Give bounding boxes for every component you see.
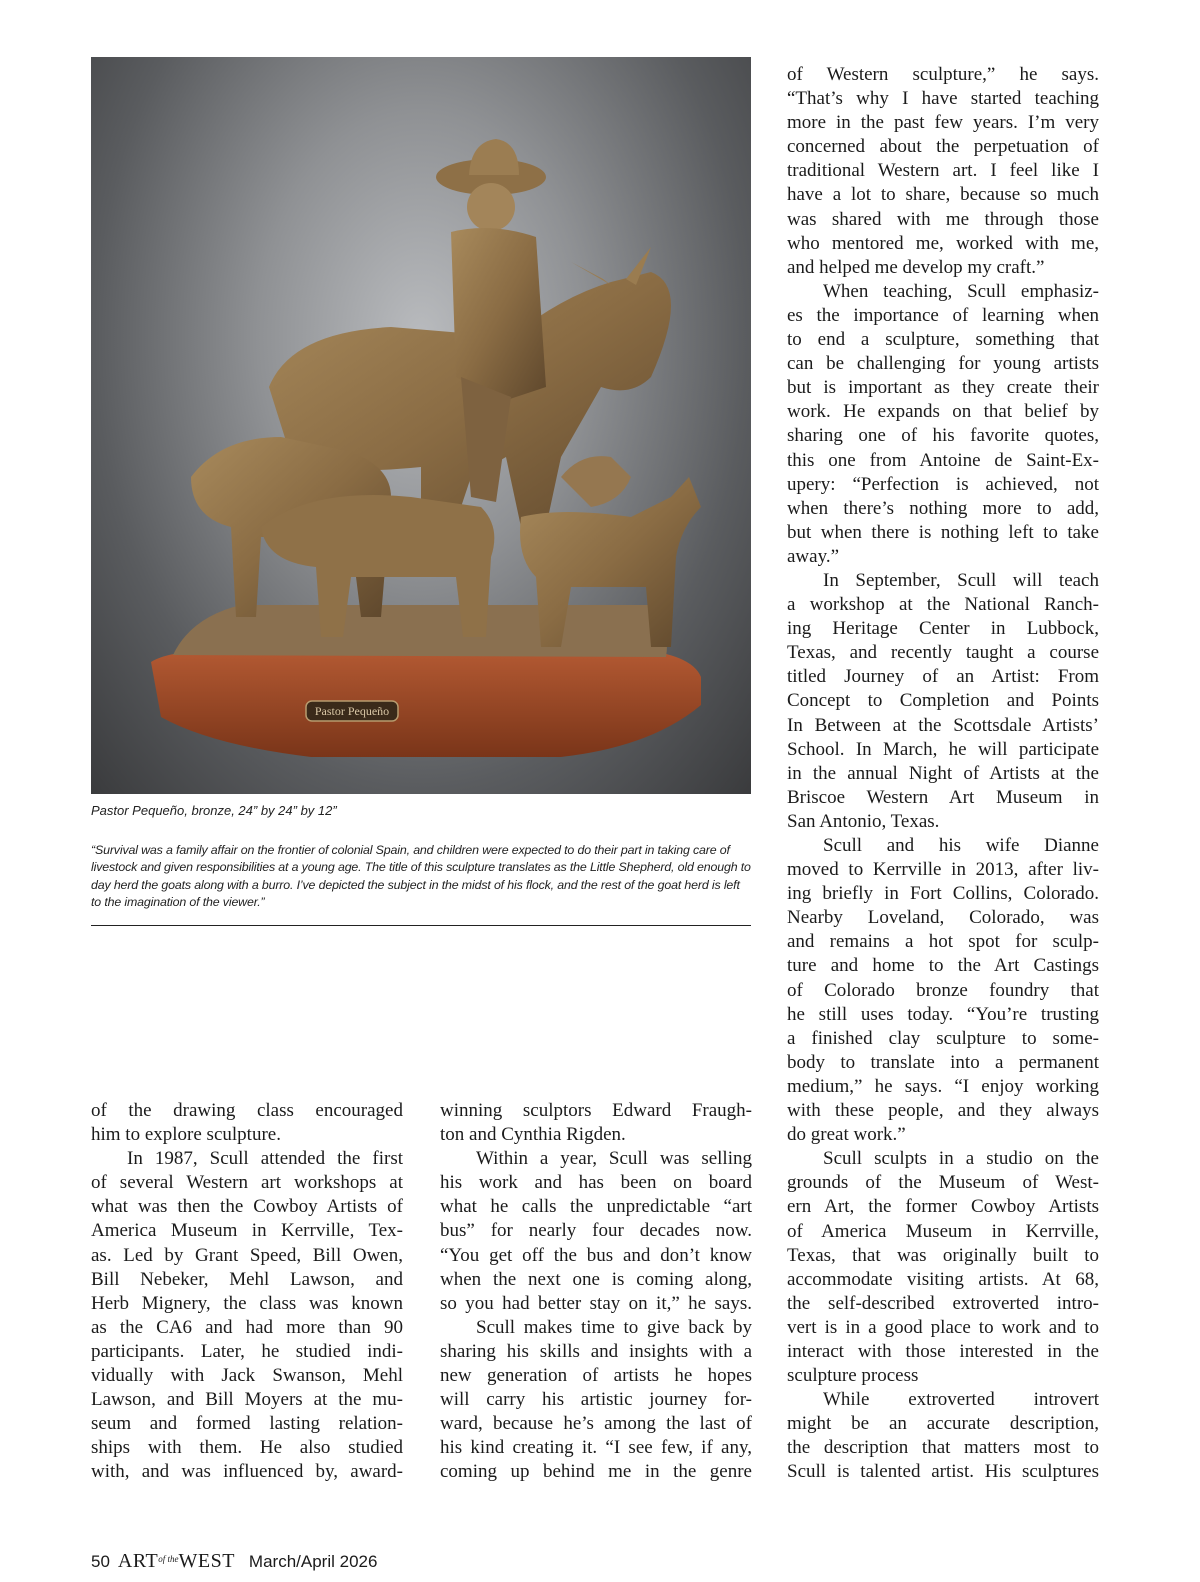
article-line: Scull sculpts in a studio on the	[823, 1148, 1099, 1170]
article-line: in the annual Night of Artists at the	[787, 762, 1099, 784]
article-line: moved to Kerrville in 2013, after liv-	[787, 859, 1099, 881]
article-line: coming up behind me in the genre	[440, 1461, 752, 1483]
article-line: his kind creating it. “I see few, if any,	[440, 1437, 752, 1459]
article-line: Scull is talented artist. His sculptures	[787, 1461, 1099, 1483]
article-line: as the CA6 and had more than 90	[91, 1316, 403, 1338]
article-line: seum and formed lasting relation-	[91, 1413, 403, 1435]
article-line: Herb Mignery, the class was known	[91, 1292, 403, 1314]
article-line: with these people, and they always	[787, 1100, 1099, 1122]
article-line: a workshop at the National Ranch-	[787, 594, 1099, 616]
article-line: have a lot to share, because so much	[787, 184, 1099, 206]
article-line: his work and has been on board	[440, 1172, 752, 1194]
article-line: ing briefly in Fort Collins, Colorado.	[787, 883, 1099, 905]
article-line: medium,” he says. “I enjoy working	[787, 1075, 1099, 1097]
article-line: the description that matters most to	[787, 1437, 1099, 1459]
article-line: work. He expands on that belief by	[787, 401, 1099, 423]
article-line: to end a sculpture, something that	[787, 329, 1099, 351]
article-line: In 1987, Scull attended the first	[127, 1148, 403, 1170]
article-line: and remains a hot spot for sculp-	[787, 931, 1099, 953]
caption-title: Pastor Pequeño, bronze, 24” by 24” by 12”	[91, 803, 337, 818]
plaque-text: Pastor Pequeño	[314, 704, 390, 718]
article-line: Scull makes time to give back by	[476, 1316, 752, 1338]
article-line: when there’s nothing more to add,	[787, 497, 1099, 519]
page-footer	[91, 1550, 377, 1580]
article-line: In September, Scull will teach	[823, 569, 1099, 591]
article-line: what he calls the unpredictable “art	[440, 1196, 752, 1218]
article-line: a finished clay sculpture to some-	[787, 1027, 1099, 1049]
article-line: “That’s why I have started teaching	[787, 88, 1099, 110]
article-line: ton and Cynthia Rigden.	[440, 1124, 626, 1146]
article-line: Briscoe Western Art Museum in	[787, 786, 1099, 808]
article-line: While extroverted introvert	[823, 1389, 1099, 1411]
article-line: sharing his skills and insights with a	[440, 1340, 752, 1362]
article-line: vidually with Jack Swanson, Mehl	[91, 1365, 403, 1387]
article-line: Texas, that was originally built to	[787, 1244, 1099, 1266]
article-line: Texas, and recently taught a course	[787, 642, 1099, 664]
caption-divider	[91, 925, 751, 926]
article-line: Scull and his wife Dianne	[823, 835, 1099, 856]
article-line: ships with them. He also studied	[91, 1437, 403, 1459]
article-line: Within a year, Scull was selling	[476, 1148, 752, 1170]
article-line: When teaching, Scull emphasiz-	[823, 280, 1099, 302]
article-line: upery: “Perfection is achieved, not	[787, 473, 1099, 495]
article-line: San Antonio, Texas.	[787, 810, 940, 832]
goat-back	[561, 456, 631, 507]
article-line: Bill Nebeker, Mehl Lawson, and	[91, 1268, 403, 1290]
article-column-1	[91, 1099, 403, 1485]
article-line: of Western sculpture,” he says.	[787, 64, 1099, 85]
article-line: what was then the Cowboy Artists of	[91, 1196, 403, 1218]
article-line: of the drawing class encouraged	[91, 1100, 403, 1121]
article-line: winning sculptors Edward Fraugh-	[440, 1100, 752, 1121]
article-line: but is important as they create their	[787, 377, 1099, 399]
article-line: but when there is nothing left to take	[787, 521, 1099, 543]
article-line: traditional Western art. I feel like I	[787, 160, 1099, 182]
sculpture-photo	[91, 57, 751, 794]
article-line: ward, because he’s among the last of	[440, 1413, 752, 1435]
article-line: so you had better stay on it,” he says.	[440, 1292, 752, 1314]
article-line: this one from Antoine de Saint-Ex-	[787, 449, 1099, 471]
article-line: es the importance of learning when	[787, 304, 1099, 326]
article-column-3	[787, 63, 1099, 1485]
article-line: who mentored me, worked with me,	[787, 232, 1099, 254]
issue-date: March/April 2026	[248, 1552, 378, 1571]
article-line: grounds of the Museum of West-	[787, 1172, 1099, 1194]
article-line: “You get off the bus and don’t know	[440, 1244, 752, 1266]
article-line: ture and home to the Art Castings	[787, 955, 1099, 977]
article-line: and helped me develop my craft.”	[787, 256, 1045, 278]
article-line: away.”	[787, 545, 840, 567]
article-line: body to translate into a permanent	[787, 1051, 1099, 1073]
article-line: of America Museum in Kerrville,	[787, 1220, 1099, 1242]
article-line: participants. Later, he studied indi-	[91, 1340, 403, 1362]
article-line: interact with those interested in the	[787, 1340, 1099, 1362]
page-number: 50	[91, 1552, 110, 1571]
article-line: new generation of artists he hopes	[440, 1365, 752, 1387]
magazine-logo-main: ART	[117, 1550, 159, 1572]
article-line: titled Journey of an Artist: From	[787, 666, 1099, 688]
article-line: of Colorado bronze foundry that	[787, 979, 1099, 1001]
article-line: can be challenging for young artists	[787, 353, 1099, 375]
article-line: will carry his artistic journey for-	[440, 1389, 752, 1411]
boy-head	[467, 183, 515, 231]
article-line: as. Led by Grant Speed, Bill Owen,	[91, 1244, 403, 1266]
caption-body: “Survival was a family affair on the frontier of colonial Spain, and children were expected to do their part in taking care of livestock and given responsibilities at a young age. The title of this sculpture translates as the Little Shepherd, old enough to day herd the goats along with a burro. I’ve depicted the subject in the midst of his flock, and the rest of the goat herd is left to the imagination of the viewer.”	[91, 843, 751, 910]
article-line: ern Art, the former Cowboy Artists	[787, 1196, 1099, 1218]
boy-body	[451, 228, 546, 402]
article-line: might be an accurate description,	[787, 1413, 1099, 1435]
article-column-2	[440, 1099, 752, 1485]
article-line: the self-described extroverted intro-	[787, 1292, 1099, 1314]
article-line: In Between at the Scottsdale Artists’	[787, 714, 1099, 736]
article-line: Lawson, and Bill Moyers at the mu-	[91, 1389, 403, 1411]
article-line: vert is in a good place to work and to	[787, 1316, 1099, 1338]
article-line: he still uses today. “You’re trusting	[787, 1003, 1099, 1025]
magazine-logo	[118, 1550, 235, 1573]
boy-hat-crown	[469, 139, 519, 175]
sculpture-illustration	[91, 57, 751, 794]
article-line: bus” for nearly four decades now.	[440, 1220, 752, 1242]
magazine-logo-small: of the	[158, 1554, 179, 1564]
article-line: him to explore sculpture.	[91, 1124, 281, 1146]
article-line: when the next one is coming along,	[440, 1268, 752, 1290]
article-line: ing Heritage Center in Lubbock,	[787, 618, 1099, 640]
wood-base	[151, 649, 701, 757]
article-line: School. In March, he will participate	[787, 738, 1099, 760]
article-line: of several Western art workshops at	[91, 1172, 403, 1194]
article-line: sculpture process	[787, 1365, 919, 1387]
article-line: was shared with me through those	[787, 208, 1099, 230]
article-line: do great work.”	[787, 1124, 906, 1146]
magazine-logo-end: WEST	[178, 1550, 235, 1572]
article-line: sharing one of his favorite quotes,	[787, 425, 1099, 447]
article-line: with, and was influenced by, award-	[91, 1461, 403, 1483]
article-line: more in the past few years. I’m very	[787, 112, 1099, 134]
article-line: America Museum in Kerrville, Tex-	[91, 1220, 403, 1242]
article-line: Concept to Completion and Points	[787, 690, 1099, 712]
article-line: Nearby Loveland, Colorado, was	[787, 907, 1099, 929]
article-line: accommodate visiting artists. At 68,	[787, 1268, 1099, 1290]
article-line: concerned about the perpetuation of	[787, 136, 1099, 158]
